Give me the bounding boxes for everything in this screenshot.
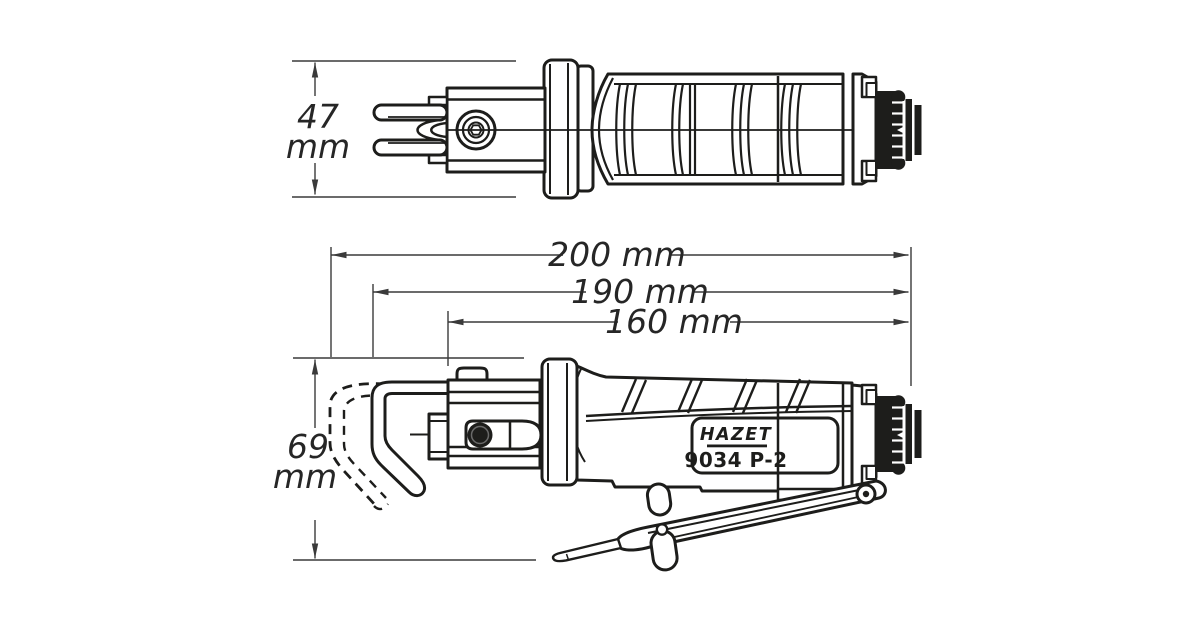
blade-fork	[374, 97, 447, 163]
dim-69-unit: mm	[272, 457, 338, 496]
dim-47-unit: mm	[285, 127, 351, 166]
safety-catch-knob	[646, 483, 672, 517]
catch-pivot	[657, 524, 667, 534]
dim-190-label: 190 mm	[571, 272, 709, 311]
side-view	[330, 359, 922, 571]
model-number: 9034 P-2	[684, 448, 788, 472]
dim-160-label: 160 mm	[605, 302, 743, 341]
grip-body	[592, 74, 843, 184]
air-inlet-coupling-side	[876, 395, 922, 475]
air-inlet-coupling	[876, 90, 922, 170]
trigger-assembly	[553, 481, 885, 571]
dim-47-value: 47	[297, 97, 339, 136]
brand-wordmark: HAZET	[699, 425, 773, 445]
lever-tip	[553, 539, 621, 561]
safety-catch-tail	[649, 530, 678, 572]
top-view	[374, 60, 922, 198]
dim-200-label: 200 mm	[548, 235, 686, 274]
brand-underline	[707, 445, 767, 448]
dimension-lengths	[331, 235, 911, 386]
dim-69-value: 69	[287, 427, 329, 466]
